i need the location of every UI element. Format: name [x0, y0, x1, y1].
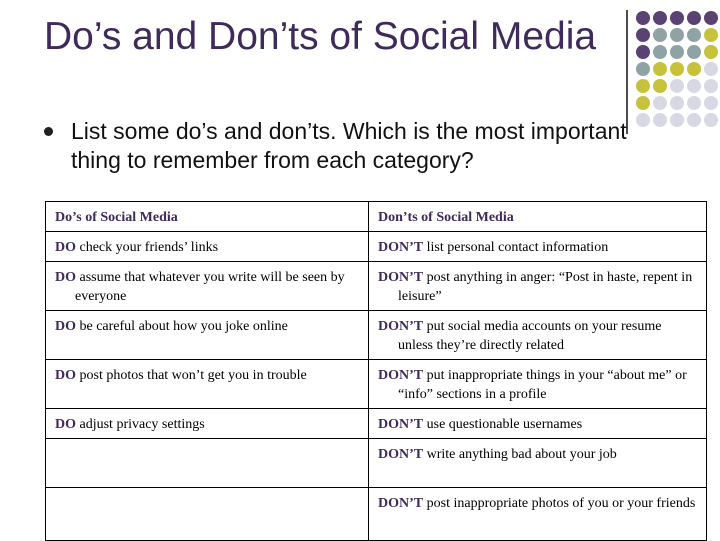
- decorative-dot: [687, 45, 701, 59]
- dont-text: post inappropriate photos of you or your friends: [423, 496, 696, 511]
- dont-cell: [369, 311, 707, 360]
- do-keyword: DO: [55, 319, 76, 334]
- decorative-dot: [636, 79, 650, 93]
- decorative-dot: [670, 96, 684, 110]
- dont-keyword: DON’T: [378, 447, 424, 462]
- header-dos: Do’s of Social Media: [46, 202, 369, 232]
- dos-donts-table: [45, 201, 707, 541]
- table-row: [46, 232, 707, 262]
- dont-cell: [369, 262, 707, 311]
- do-cell: [46, 409, 369, 439]
- dont-cell: [369, 439, 707, 488]
- dont-text: list personal contact information: [423, 240, 609, 255]
- do-text: assume that whatever you write will be seen by everyone: [75, 270, 345, 304]
- decorative-dot: [653, 62, 667, 76]
- do-keyword: DO: [55, 270, 76, 285]
- dont-text: use questionable usernames: [423, 417, 583, 432]
- dont-text: put inappropriate things in your “about me” or “info” sections in a profile: [398, 368, 687, 402]
- decorative-dot: [687, 79, 701, 93]
- do-text: be careful about how you joke online: [76, 319, 288, 334]
- do-cell-empty: [46, 439, 369, 488]
- decorative-dot: [687, 96, 701, 110]
- dont-cell: [369, 360, 707, 409]
- decorative-dot: [653, 45, 667, 59]
- decorative-dot: [636, 45, 650, 59]
- do-keyword: DO: [55, 240, 76, 255]
- do-cell-empty: [46, 488, 369, 541]
- dont-text: write anything bad about your job: [423, 447, 617, 462]
- bullet-dot-icon: [44, 127, 53, 136]
- do-cell: [46, 232, 369, 262]
- do-cell: [46, 360, 369, 409]
- table-row: [46, 488, 707, 541]
- table-row: [46, 311, 707, 360]
- decorative-dot: [653, 79, 667, 93]
- decorative-dot: [670, 79, 684, 93]
- decorative-dot: [704, 45, 718, 59]
- decorative-dot-grid: [636, 11, 720, 131]
- decorative-dot: [670, 11, 684, 25]
- table-header-row: [46, 202, 707, 232]
- decorative-dot: [636, 11, 650, 25]
- table-row: [46, 262, 707, 311]
- decorative-dot: [687, 28, 701, 42]
- decorative-dot: [687, 62, 701, 76]
- slide-title: Do’s and Don’ts of Social Media: [44, 15, 597, 58]
- decorative-dot: [670, 113, 684, 127]
- decorative-dot: [653, 28, 667, 42]
- decorative-dot: [704, 28, 718, 42]
- dont-cell: [369, 488, 707, 541]
- decorative-dot: [704, 11, 718, 25]
- decorative-divider: [626, 10, 628, 134]
- decorative-dot: [653, 11, 667, 25]
- dont-text: put social media accounts on your resume unless they’re directly related: [398, 319, 662, 353]
- bullet-text: List some do’s and don’ts. Which is the most important thing to remember from each category?: [71, 118, 627, 173]
- do-cell: [46, 262, 369, 311]
- dont-keyword: DON’T: [378, 368, 424, 383]
- decorative-dot: [687, 113, 701, 127]
- do-cell: [46, 311, 369, 360]
- decorative-dot: [704, 79, 718, 93]
- decorative-dot: [670, 45, 684, 59]
- do-keyword: DO: [55, 417, 76, 432]
- dont-keyword: DON’T: [378, 270, 424, 285]
- decorative-dot: [653, 96, 667, 110]
- table-row: [46, 409, 707, 439]
- do-text: adjust privacy settings: [76, 417, 205, 432]
- do-keyword: DO: [55, 368, 76, 383]
- do-text: post photos that won’t get you in trouble: [76, 368, 307, 383]
- dont-keyword: DON’T: [378, 240, 424, 255]
- decorative-dot: [704, 113, 718, 127]
- decorative-dot: [636, 28, 650, 42]
- dont-keyword: DON’T: [378, 319, 424, 334]
- header-donts: Don’ts of Social Media: [369, 202, 707, 232]
- dont-keyword: DON’T: [378, 417, 424, 432]
- decorative-dot: [670, 62, 684, 76]
- decorative-dot: [670, 28, 684, 42]
- table-row: [46, 360, 707, 409]
- dont-cell: [369, 409, 707, 439]
- dont-cell: [369, 232, 707, 262]
- dont-keyword: DON’T: [378, 496, 424, 511]
- decorative-dot: [704, 96, 718, 110]
- decorative-dot: [653, 113, 667, 127]
- table-row: [46, 439, 707, 488]
- decorative-dot: [687, 11, 701, 25]
- decorative-dot: [636, 96, 650, 110]
- decorative-dot: [636, 62, 650, 76]
- decorative-dot: [704, 62, 718, 76]
- dont-text: post anything in anger: “Post in haste, repent in leisure”: [398, 270, 693, 304]
- do-text: check your friends’ links: [76, 240, 219, 255]
